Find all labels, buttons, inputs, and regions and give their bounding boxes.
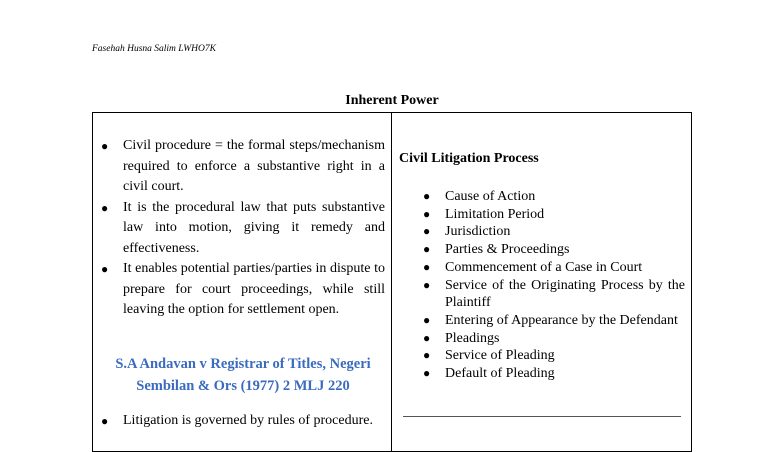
bullet-icon: ● xyxy=(423,259,431,274)
content-table xyxy=(92,112,692,452)
bullet-icon: ● xyxy=(423,189,431,203)
list-item: ● It is the procedural law that puts substantive law into motion, giving it remedy and effectiveness. xyxy=(101,199,385,256)
document-title: Inherent Power xyxy=(345,93,439,108)
list-item: ● Litigation is governed by rules of procedure. xyxy=(123,411,385,432)
bullet-icon: ● xyxy=(423,277,431,292)
list-item: ● Jurisdiction xyxy=(423,224,511,240)
section-heading: Civil Litigation Process xyxy=(399,151,539,166)
list-item: ● Service of Pleading xyxy=(423,348,555,364)
list-item: ● Default of Pleading xyxy=(423,366,555,382)
column-divider xyxy=(391,113,392,451)
left-bullet-list-2 xyxy=(101,411,385,432)
author-header: Fasehah Husna Salim LWHO7K xyxy=(92,44,216,54)
list-item: ● Pleadings xyxy=(423,330,500,346)
case-citation-link[interactable] xyxy=(101,353,385,397)
bullet-icon: ● xyxy=(423,366,431,381)
list-item: ● Limitation Period xyxy=(423,206,545,222)
horizontal-rule xyxy=(403,416,681,417)
left-bullet-list xyxy=(101,136,385,321)
bullet-icon: ● xyxy=(101,200,109,215)
bullet-icon: ● xyxy=(423,330,431,345)
bullet-icon: ● xyxy=(101,139,109,153)
bullet-icon: ● xyxy=(423,224,431,239)
list-item: ● Service of the Originating Process by the Plaintiff xyxy=(423,277,685,311)
bullet-icon: ● xyxy=(423,206,431,221)
case-citation-line2: Sembilan & Ors (1977) 2 MLJ 220 xyxy=(136,378,350,394)
list-item: ● Entering of Appearance by the Defendant xyxy=(423,312,678,328)
list-item: ● Commencement of a Case in Court xyxy=(423,259,643,275)
list-item: ● Cause of Action xyxy=(423,189,536,204)
bullet-icon: ● xyxy=(423,242,431,257)
list-item: ● Parties & Proceedings xyxy=(423,242,570,258)
bullet-icon: ● xyxy=(423,312,431,327)
bullet-icon: ● xyxy=(101,414,109,428)
bullet-icon: ● xyxy=(101,262,109,276)
bullet-icon: ● xyxy=(423,348,431,363)
list-item: ● Civil procedure = the formal steps/mechanism required to enforce a substantive right in a civil court. xyxy=(101,138,385,194)
list-item: ● It enables potential parties/parties in dispute to prepare for court proceedings, while still leaving the option for settlement open. xyxy=(101,261,385,317)
case-citation-line1: S.A Andavan v Registrar of Titles, Negeri xyxy=(115,356,371,372)
process-list xyxy=(423,188,685,383)
